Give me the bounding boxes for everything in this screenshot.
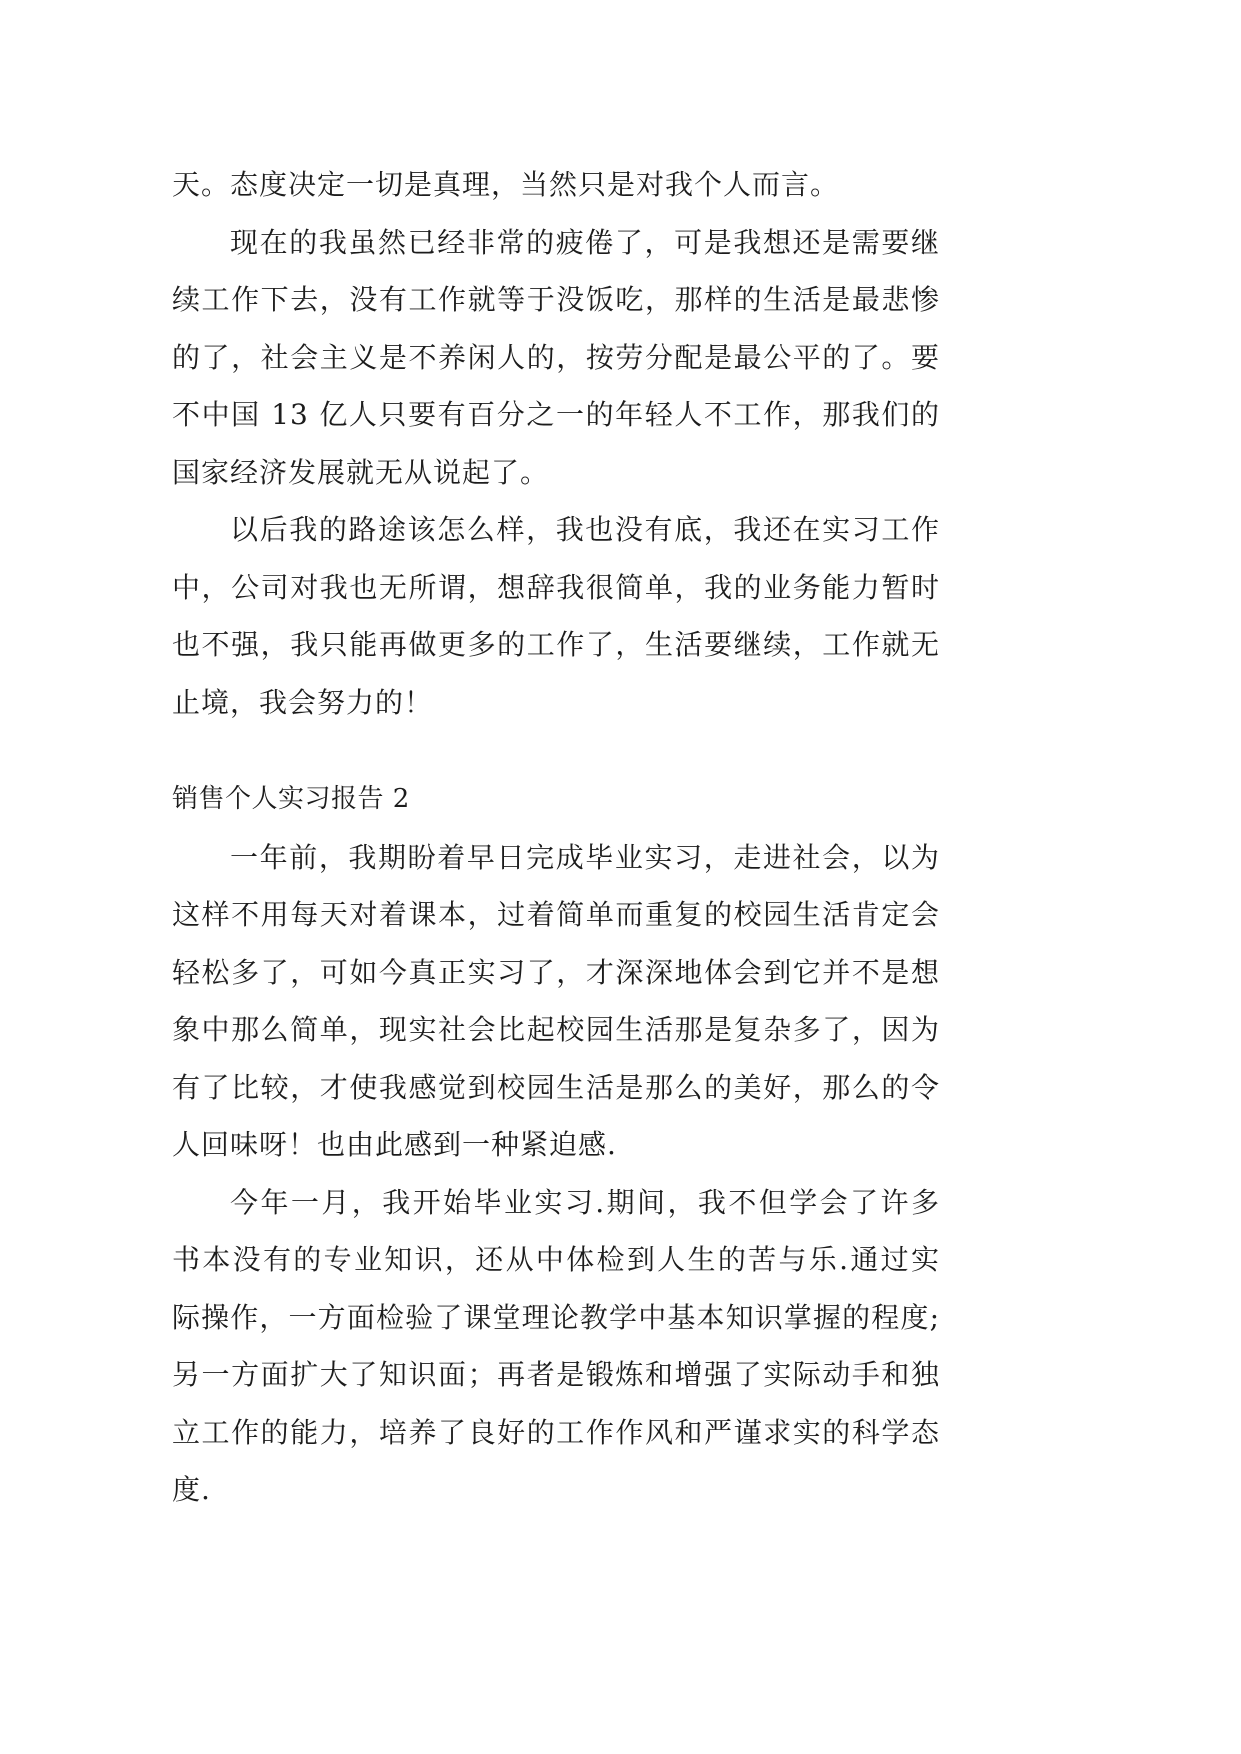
text-line: 人回味呀！也由此感到一种紧迫感. [172, 1128, 617, 1161]
text-line: 不中国 13 亿人只要有百分之一的年轻人不工作，那我们的 [172, 398, 940, 431]
paragraph [172, 214, 940, 502]
text-line: 一年前，我期盼着早日完成毕业实习，走进社会，以为 [230, 840, 940, 874]
document-body [172, 156, 940, 1519]
paragraph [172, 501, 940, 731]
paragraph [172, 1174, 940, 1519]
text-line: 度. [172, 1473, 211, 1506]
text-line: 际操作，一方面检验了课堂理论教学中基本知识掌握的程度; [172, 1300, 940, 1334]
text-line: 止境，我会努力的！ [172, 685, 434, 719]
text-line: 另一方面扩大了知识面；再者是锻炼和增强了实际动手和独 [172, 1358, 940, 1391]
text-line: 轻松多了，可如今真正实习了，才深深地体会到它并不是想 [172, 955, 940, 989]
text-line: 今年一月，我开始毕业实习.期间，我不但学会了许多 [230, 1185, 940, 1219]
text-line: 以后我的路途该怎么样，我也没有底，我还在实习工作 [230, 513, 940, 546]
text-line: 天。态度决定一切是真理，当然只是对我个人而言。 [172, 168, 840, 201]
text-line: 象中那么简单，现实社会比起校园生活那是复杂多了，因为 [172, 1013, 940, 1046]
text-line: 国家经济发展就无从说起了。 [172, 455, 550, 489]
paragraph [172, 829, 940, 1174]
text-line: 中，公司对我也无所谓，想辞我很简单，我的业务能力暂时 [172, 570, 940, 604]
text-line: 立工作的能力，培养了良好的工作作风和严谨求实的科学态 [172, 1415, 940, 1449]
text-line: 续工作下去，没有工作就等于没饭吃，那样的生活是最悲惨 [172, 283, 940, 316]
section-heading: 销售个人实习报告 2 [172, 784, 410, 814]
text-line: 有了比较，才使我感觉到校园生活是那么的美好，那么的令 [172, 1070, 940, 1104]
text-line: 也不强，我只能再做更多的工作了，生活要继续，工作就无 [172, 628, 940, 661]
paragraph [172, 156, 940, 214]
text-line: 现在的我虽然已经非常的疲倦了，可是我想还是需要继 [230, 225, 940, 259]
text-line: 的了，社会主义是不养闲人的，按劳分配是最公平的了。要 [172, 340, 940, 374]
text-line: 书本没有的专业知识，还从中体检到人生的苦与乐.通过实 [172, 1243, 940, 1276]
text-line: 这样不用每天对着课本，过着简单而重复的校园生活肯定会 [172, 898, 940, 931]
